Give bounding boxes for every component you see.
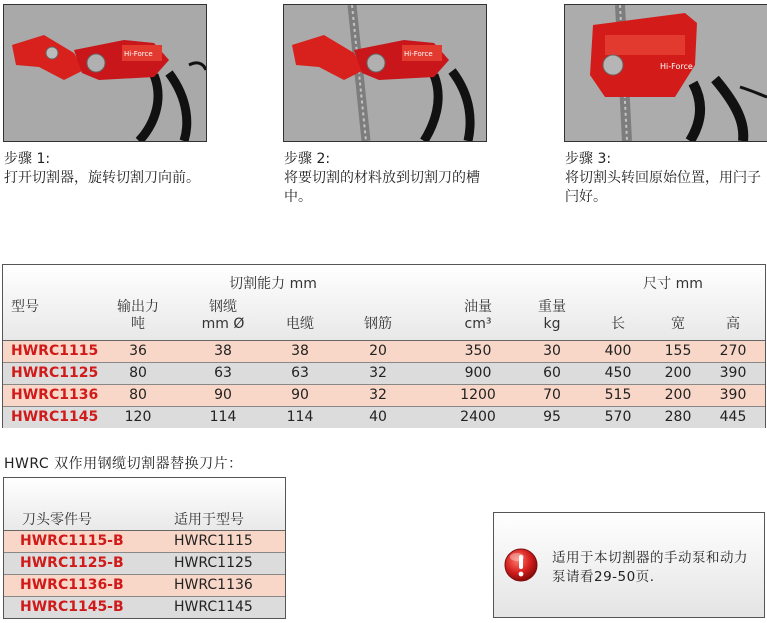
- cell-rebar: 20: [369, 343, 387, 359]
- header-weight: 重量 kg: [538, 299, 566, 332]
- table-row: [3, 341, 765, 363]
- cell-wire: 63: [214, 365, 232, 381]
- header-cable: 电缆: [286, 316, 314, 332]
- step-1-caption: [4, 150, 224, 188]
- step-2-caption: [284, 150, 504, 207]
- cell-weight: 70: [543, 387, 561, 403]
- cell-height: 390: [719, 387, 747, 403]
- step-3-caption: [565, 150, 761, 207]
- cell-fits: HWRC1115: [174, 533, 253, 549]
- cell-cable: 90: [291, 387, 309, 403]
- table-row: [4, 531, 285, 553]
- cell-length: 450: [604, 365, 632, 381]
- header-dimensions: 尺寸 mm: [643, 276, 703, 292]
- spec-table-header: [3, 265, 765, 341]
- table-row: [4, 553, 285, 575]
- cell-force: 80: [129, 387, 147, 403]
- cell-width: 200: [664, 387, 692, 403]
- cell-wire: 38: [214, 343, 232, 359]
- step-3-photo: [564, 4, 767, 142]
- table-row: [4, 575, 285, 597]
- step-3-text: 将切割头转回原始位置，用闩子闩好。: [565, 170, 761, 205]
- cell-force: 120: [124, 409, 152, 425]
- spec-table: [2, 264, 766, 428]
- note-box: [493, 512, 765, 618]
- note-text: 适用于本切割器的手动泵和动力泵请看29-50页.: [552, 550, 748, 585]
- table-row: [3, 363, 765, 385]
- cell-fits: HWRC1125: [174, 555, 253, 571]
- header-rebar: 钢筋: [364, 316, 392, 332]
- cell-length: 570: [604, 409, 632, 425]
- brand-label-2: Hi-Force: [404, 50, 433, 58]
- brand-label-3: Hi-Force: [660, 62, 693, 71]
- cell-weight: 95: [543, 409, 561, 425]
- cell-part: HWRC1115-B: [20, 533, 124, 549]
- header-length: 长: [611, 316, 625, 332]
- table-row: [3, 407, 765, 428]
- step-1-text: 打开切割器，旋转切割刀向前。: [4, 170, 200, 186]
- cell-rebar: 40: [369, 409, 387, 425]
- cell-rebar: 32: [369, 365, 387, 381]
- header-oil: 油量 cm³: [464, 299, 492, 332]
- cell-force: 80: [129, 365, 147, 381]
- header-height: 高: [726, 316, 740, 332]
- header-wire-rope: 钢缆 mm Ø: [201, 299, 245, 332]
- cell-height: 270: [719, 343, 747, 359]
- cell-oil: 350: [464, 343, 492, 359]
- cell-height: 390: [719, 365, 747, 381]
- cell-oil: 2400: [460, 409, 496, 425]
- header-fits-model: 适用于型号: [174, 512, 244, 528]
- cell-part: HWRC1145-B: [20, 599, 124, 615]
- cell-fits: HWRC1136: [174, 577, 253, 593]
- cell-part: HWRC1136-B: [20, 577, 124, 593]
- header-cut-capacity: 切割能力 mm: [229, 276, 317, 292]
- step-2-label: 步骤 2:: [284, 151, 331, 167]
- cell-oil: 1200: [460, 387, 496, 403]
- warning-icon: [504, 548, 538, 582]
- step-1-photo: [3, 4, 207, 142]
- cell-force: 36: [129, 343, 147, 359]
- step-2-text: 将要切割的材料放到切割刀的槽中。: [284, 170, 480, 205]
- cell-oil: 900: [464, 365, 492, 381]
- header-force: 输出力 吨: [117, 299, 159, 332]
- cell-model: HWRC1136: [11, 387, 99, 403]
- cell-wire: 90: [214, 387, 232, 403]
- blade-table-header: [4, 478, 285, 531]
- header-part-number: 刀头零件号: [22, 512, 92, 528]
- cell-model: HWRC1145: [11, 409, 99, 425]
- cell-length: 400: [604, 343, 632, 359]
- cell-model: HWRC1125: [11, 365, 99, 381]
- blade-table: [3, 477, 286, 619]
- cell-weight: 60: [543, 365, 561, 381]
- step-3-label: 步骤 3:: [565, 151, 612, 167]
- cell-width: 200: [664, 365, 692, 381]
- cell-length: 515: [604, 387, 632, 403]
- table-row: [4, 597, 285, 618]
- cell-weight: 30: [543, 343, 561, 359]
- cell-cable: 114: [286, 409, 314, 425]
- step-1-label: 步骤 1:: [4, 151, 51, 167]
- table-row: [3, 385, 765, 407]
- blade-section-title: HWRC 双作用钢缆切割器替换刀片：: [4, 456, 243, 472]
- cell-model: HWRC1115: [11, 343, 99, 359]
- cell-width: 280: [664, 409, 692, 425]
- step-2-photo: [283, 4, 487, 142]
- cell-fits: HWRC1145: [174, 599, 253, 615]
- cell-wire: 114: [209, 409, 237, 425]
- header-width: 宽: [671, 316, 685, 332]
- cell-width: 155: [664, 343, 692, 359]
- cell-cable: 38: [291, 343, 309, 359]
- brand-label-1: Hi-Force: [124, 50, 153, 58]
- header-model: 型号: [11, 299, 39, 315]
- cell-rebar: 32: [369, 387, 387, 403]
- cell-cable: 63: [291, 365, 309, 381]
- cell-height: 445: [719, 409, 747, 425]
- cell-part: HWRC1125-B: [20, 555, 124, 571]
